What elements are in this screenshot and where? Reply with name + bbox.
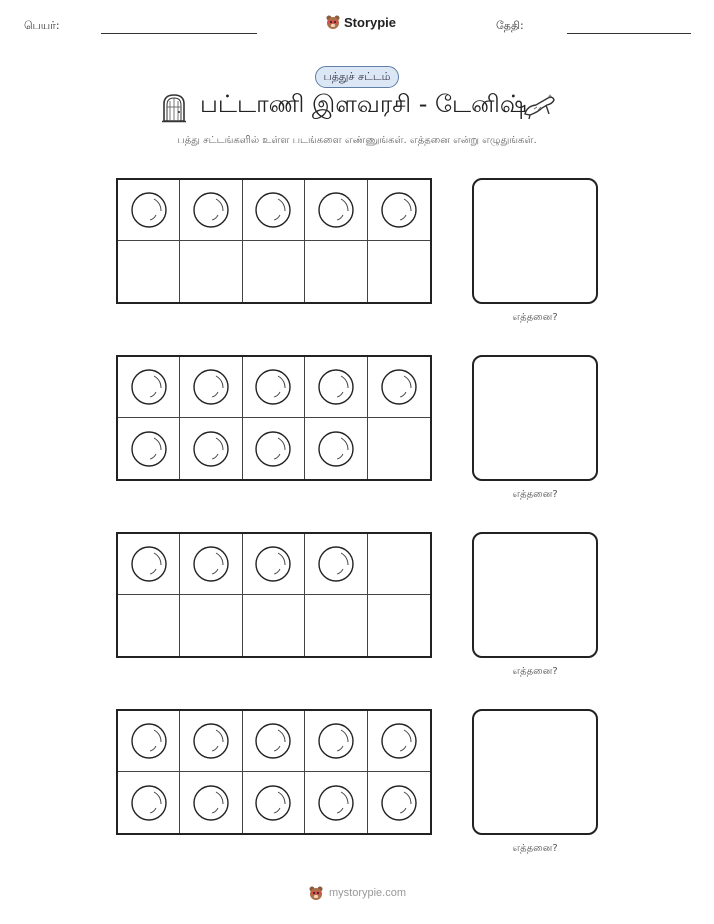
ten-frame-cell	[368, 595, 430, 656]
footer-url: mystorypie.com	[328, 887, 407, 899]
ten-frame-cell	[243, 180, 305, 241]
pea-icon	[380, 784, 418, 822]
ten-frame-cell	[180, 418, 242, 479]
pea-icon	[317, 191, 355, 229]
name-line	[101, 33, 257, 34]
answer-box[interactable]	[472, 178, 598, 304]
bear-mascot-icon	[325, 14, 341, 30]
pea-icon	[192, 368, 230, 406]
door-icon	[160, 93, 188, 123]
pea-icon	[130, 722, 168, 760]
answer-box[interactable]	[472, 532, 598, 658]
pea-icon	[192, 191, 230, 229]
ten-frame-cell	[118, 595, 180, 656]
answer-box[interactable]	[472, 709, 598, 835]
ten-frame-cell	[243, 711, 305, 772]
pea-icon	[254, 430, 292, 468]
ten-frame-cell	[243, 357, 305, 418]
pea-icon	[192, 722, 230, 760]
ten-frame-cell	[118, 418, 180, 479]
pea-icon	[254, 191, 292, 229]
ten-frame-cell	[305, 357, 367, 418]
pea-icon	[254, 722, 292, 760]
pea-icon	[130, 784, 168, 822]
ten-frame-cell	[118, 534, 180, 595]
instruction-text: பத்து சட்டங்களில் உள்ள படங்களை எண்ணுங்கள். எத்தனை என்று எழுதுங்கள்.	[177, 135, 537, 146]
brand-logo	[325, 14, 396, 30]
ten-frame-cell	[305, 595, 367, 656]
ten-frame-cell	[180, 711, 242, 772]
how-many-label: எத்தனை?	[512, 843, 558, 854]
ten-frame-cell	[305, 418, 367, 479]
pea-icon	[317, 430, 355, 468]
page-title: பட்டாணி இளவரசி - டேனிஷ்	[200, 90, 527, 118]
ten-frame-cell	[118, 772, 180, 833]
ten-frame-cell	[305, 711, 367, 772]
ten-frame-cell	[305, 772, 367, 833]
ten-frame-cell	[180, 772, 242, 833]
ten-frame-cell	[180, 180, 242, 241]
pea-icon	[254, 368, 292, 406]
bear-mascot-icon	[308, 885, 324, 901]
name-label: பெயர்:	[24, 19, 60, 32]
worksheet-type-badge: பத்துச் சட்டம்	[315, 66, 400, 88]
ten-frame-cell	[243, 772, 305, 833]
pea-icon	[130, 430, 168, 468]
ten-frame	[116, 178, 432, 304]
pea-icon	[254, 545, 292, 583]
how-many-label: எத்தனை?	[512, 666, 558, 677]
pea-icon	[192, 784, 230, 822]
pea-icon	[254, 784, 292, 822]
ten-frame-cell	[118, 241, 180, 302]
pea-icon	[130, 191, 168, 229]
how-many-label: எத்தனை?	[512, 312, 558, 323]
ten-frame-cell	[368, 534, 430, 595]
ten-frame-cell	[368, 357, 430, 418]
ten-frame-cell	[180, 534, 242, 595]
ten-frame-cell	[180, 357, 242, 418]
ten-frame-cell	[368, 241, 430, 302]
pea-icon	[380, 722, 418, 760]
ten-frame	[116, 355, 432, 481]
ten-frame-cell	[368, 711, 430, 772]
ten-frame-cell	[305, 534, 367, 595]
pea-icon	[317, 368, 355, 406]
glass-slipper-icon	[522, 92, 556, 120]
ten-frame-cell	[368, 418, 430, 479]
date-label: தேதி:	[496, 19, 524, 32]
pea-icon	[192, 545, 230, 583]
ten-frame-cell	[243, 418, 305, 479]
pea-icon	[317, 545, 355, 583]
pea-icon	[192, 430, 230, 468]
ten-frame-cell	[368, 180, 430, 241]
ten-frame-cell	[118, 711, 180, 772]
pea-icon	[380, 191, 418, 229]
pea-icon	[317, 784, 355, 822]
footer	[308, 885, 406, 901]
ten-frame-cell	[243, 534, 305, 595]
ten-frame-cell	[305, 241, 367, 302]
ten-frame-cell	[305, 180, 367, 241]
date-line	[567, 33, 691, 34]
ten-frame-cell	[118, 180, 180, 241]
ten-frame-cell	[368, 772, 430, 833]
brand-name: Storypie	[344, 14, 397, 30]
ten-frame-cell	[243, 241, 305, 302]
how-many-label: எத்தனை?	[512, 489, 558, 500]
pea-icon	[380, 368, 418, 406]
ten-frame-cell	[180, 241, 242, 302]
pea-icon	[130, 368, 168, 406]
pea-icon	[130, 545, 168, 583]
ten-frame	[116, 532, 432, 658]
ten-frame	[116, 709, 432, 835]
ten-frame-cell	[118, 357, 180, 418]
ten-frame-cell	[243, 595, 305, 656]
answer-box[interactable]	[472, 355, 598, 481]
ten-frame-cell	[180, 595, 242, 656]
pea-icon	[317, 722, 355, 760]
